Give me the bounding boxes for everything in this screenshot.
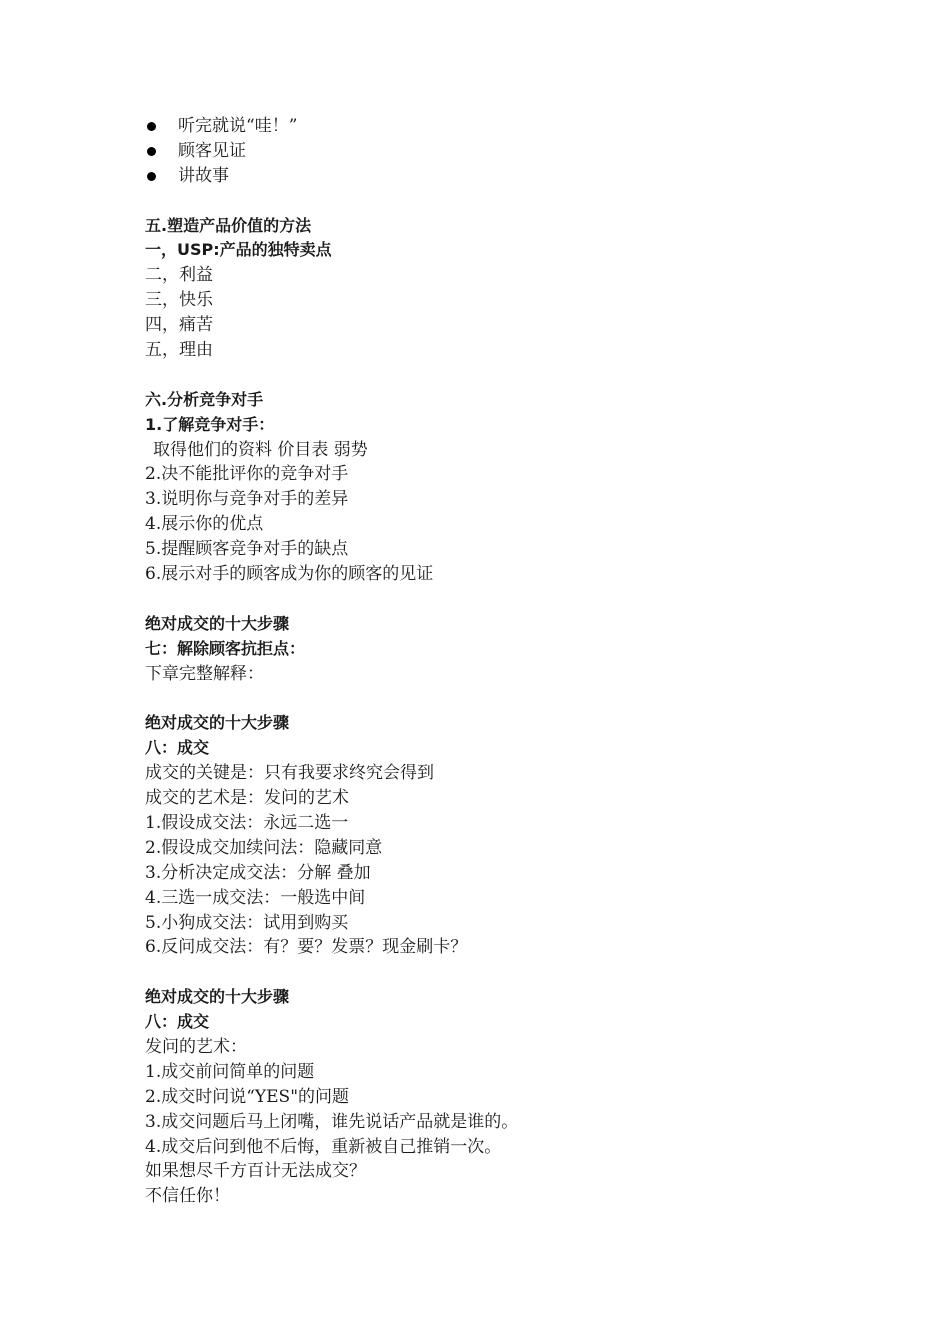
text-line: 如果想尽千方百计无法成交？ xyxy=(145,1161,366,1182)
text-line: 发问的艺术： xyxy=(145,1036,247,1057)
document-page xyxy=(145,114,865,1209)
text-line: 2.决不能批评你的竞争对手 xyxy=(145,464,349,485)
text-line: 6.反问成交法：有？要？发票？现金刷卡？ xyxy=(145,937,468,958)
text-line: 不信任你！ xyxy=(145,1186,230,1207)
bullet-item: 听完就说“哇！” xyxy=(145,114,865,139)
bullet-icon xyxy=(147,147,156,156)
section-heading: 绝对成交的十大步骤 xyxy=(145,987,290,1007)
text-line: 4.三选一成交法：一般选中间 xyxy=(145,887,366,908)
text-line: 2.成交时问说“YES"的问题 xyxy=(145,1086,350,1107)
text-line: 下章完整解释： xyxy=(145,663,264,684)
section-subheading: 八：成交 xyxy=(145,1012,210,1032)
text-line: 4.展示你的优点 xyxy=(145,514,264,535)
bullet-icon xyxy=(147,122,156,131)
text-line: 6.展示对手的顾客成为你的顾客的见证 xyxy=(145,564,434,585)
text-line: 3.分析决定成交法：分解 叠加 xyxy=(145,862,371,883)
section-heading: 六.分析竞争对手 xyxy=(145,389,264,409)
spacer xyxy=(145,587,865,612)
spacer xyxy=(145,686,865,711)
spacer xyxy=(145,189,865,214)
section-subheading: 一，USP:产品的独特卖点 xyxy=(145,240,332,260)
section-heading: 绝对成交的十大步骤 xyxy=(145,613,290,633)
text-line: 成交的艺术是：发问的艺术 xyxy=(145,788,349,809)
text-line: 二，利益 xyxy=(145,265,213,286)
text-line: 五，理由 xyxy=(145,340,213,361)
text-line: 取得他们的资料 价目表 弱势 xyxy=(153,439,368,460)
text-line: 2.假设成交加续问法：隐藏同意 xyxy=(145,837,383,858)
text-line: 3.成交问题后马上闭嘴，谁先说话产品就是谁的。 xyxy=(145,1111,519,1132)
spacer xyxy=(145,363,865,388)
text-line: 三，快乐 xyxy=(145,290,213,311)
bullet-item: 讲故事 xyxy=(145,164,865,189)
bullet-item: 顾客见证 xyxy=(145,139,865,164)
text-line: 1.成交前问简单的问题 xyxy=(145,1061,315,1082)
section-heading: 五.塑造产品价值的方法 xyxy=(145,215,312,235)
text-line: 四，痛苦 xyxy=(145,315,213,336)
text-line: 成交的关键是：只有我要求终究会得到 xyxy=(145,763,434,784)
text-line: 5.小狗成交法：试用到购买 xyxy=(145,912,349,933)
text-line: 5.提醒顾客竞争对手的缺点 xyxy=(145,539,349,560)
text-line: 3.说明你与竞争对手的差异 xyxy=(145,489,349,510)
section-subheading: 七：解除顾客抗拒点： xyxy=(145,638,306,658)
text-line: 4.成交后问到他不后悔，重新被自己推销一次。 xyxy=(145,1136,502,1157)
bullet-icon xyxy=(147,172,156,181)
section-subheading: 八：成交 xyxy=(145,738,210,758)
section-subheading: 1.了解竞争对手： xyxy=(145,414,275,434)
text-line: 1.假设成交法：永远二选一 xyxy=(145,812,349,833)
section-heading: 绝对成交的十大步骤 xyxy=(145,713,290,733)
spacer xyxy=(145,960,865,985)
